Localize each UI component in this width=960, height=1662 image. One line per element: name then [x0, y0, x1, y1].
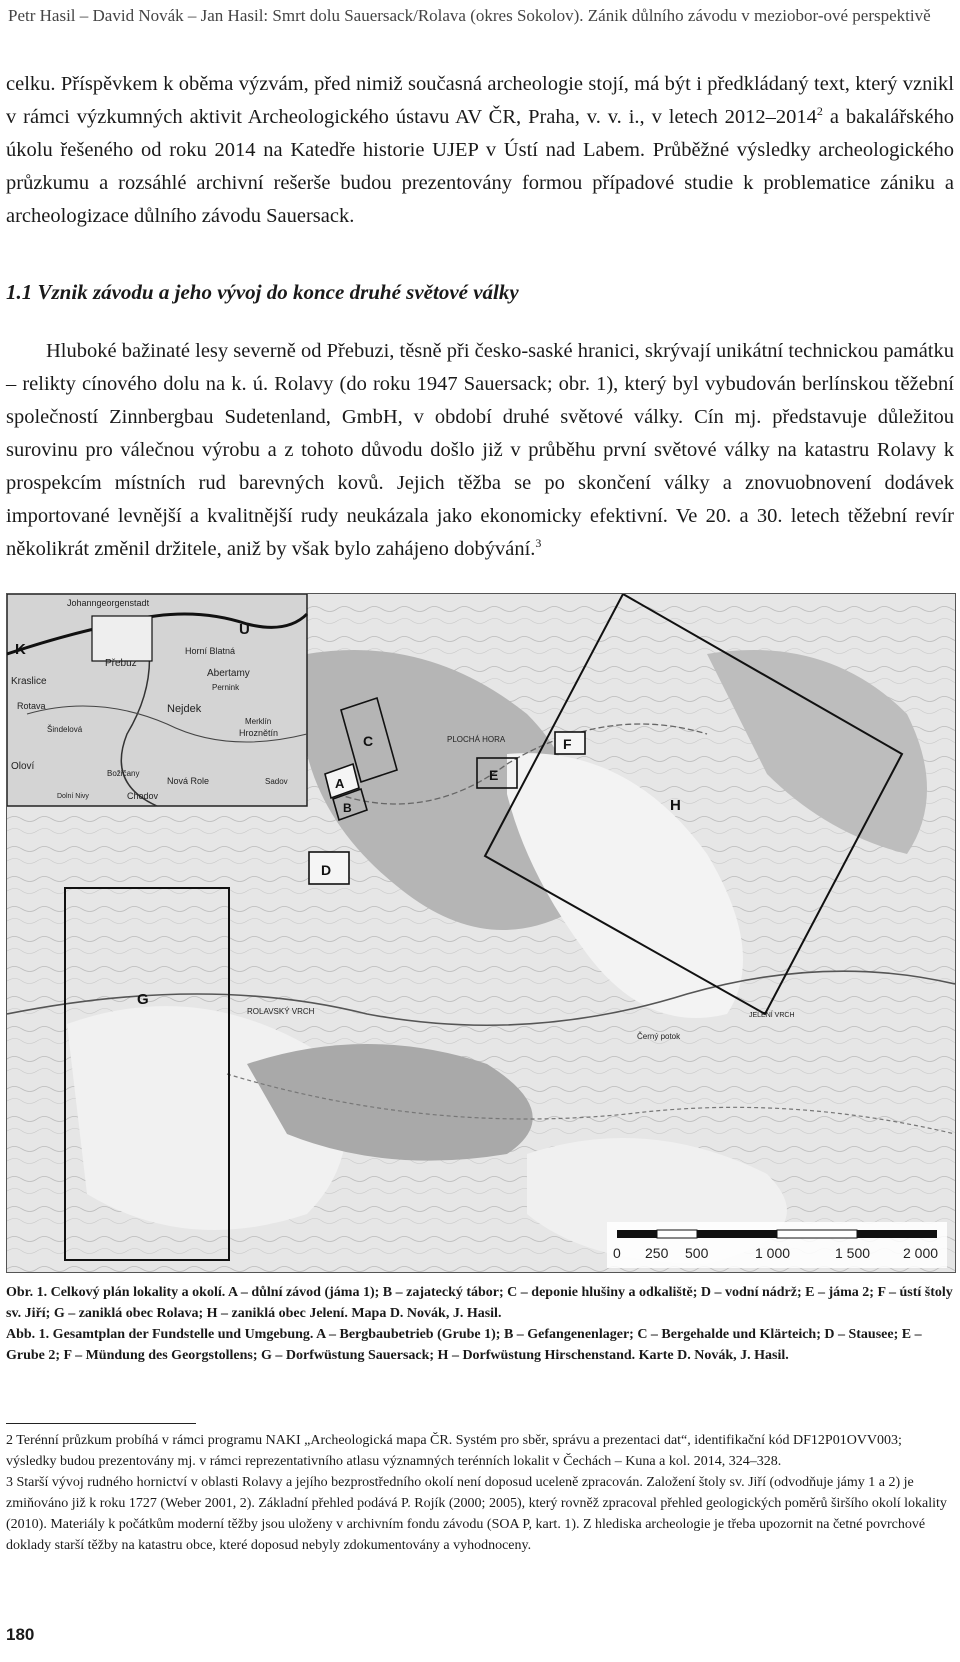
inset-place-pernink: Pernink: [212, 683, 240, 692]
inset-overview-map: [7, 594, 307, 806]
label-rolavsky-vrch: ROLAVSKÝ VRCH: [247, 1007, 315, 1016]
scale-label-1500: 1 500: [835, 1245, 871, 1261]
paragraph-history-text: Hluboké bažinaté lesy severně od Přebuzi, těsně při česko-saské hranici, skrývají unikátní technickou památku – relikty cínového dolu na k. ú. Rolavy (do roku 1947 Sauersack; obr. 1), který byl vybudován berlínskou těžební společností Zinnbergbau Sudetenland, GmbH, v období druhé světové války. Cín mj. představuje důležitou surovinu pro válečnou výrobu a z tohoto důvodu došlo již v průběhu první světové války na katastru Rolavy k prospekcím místních rud barevných kovů. Jejich těžba se po skončení války a znovuobnovení dodávek importované levnější a kvalitnější rudy neukázala jako ekonomicky efektivní. Ve 20. a 30. letech těžební revír několikrát změnil držitele, aniž by však bylo zahájeno dobývání.: [6, 340, 954, 560]
footnote-divider: [6, 1423, 196, 1424]
caption-german: Abb. 1. Gesamtplan der Fundstelle und Umgebung. A – Bergbaubetrieb (Grube 1); B – Gefangenenlager; C – Bergehalde und Klärteich; D – Stausee; E – Grube 2; F – Mündung des Georgstollens; G – Dorfwüstung Sauersack; H – Dorfwüstung Hirschenstand. Karte D. Novák, J. Hasil.: [6, 1327, 922, 1363]
scale-label-0: 0: [613, 1245, 621, 1261]
inset-place-merklin: Merklín: [245, 717, 272, 726]
footnote-3: 3 Starší vývoj rudného hornictví v oblasti Rolavy a jejího bezprostředního okolí není doposud uceleně zpracován. Založení štoly sv. Jiří (odvodňuje jámy 1 a 2) je zmiňováno již k roku 1727 (Weber 2001, 2). Základní přehled podává P. Rojík (2000; 2005), který rovněž zpracoval přehled geologických poměrů širšího okolí lokality (2010). Materiály k počátkům moderní těžby jsou uloženy v archivním fondu závodu (SOA P, kart. 1). Z hlediska archeologie je třeba upozornit na četné povrchové doklady starší těžby na katastru obce, které doposud nebyly zdokumentovány a vyhodnoceny.: [6, 1475, 947, 1553]
inset-place-prebuz: Přebuz: [105, 658, 137, 669]
footnote-2: 2 Terénní průzkum probíhá v rámci programu NAKI „Archeologická mapa ČR. Systém pro sběr, správu a prezentaci dat“, identifikační kód DF12P01OVV003; výsledky budou prezentovány mj. v rámci reprezentativního atlasu významných terénních lokalit v Čechách – Kuna a kol. 2014, 324–328.: [6, 1433, 902, 1469]
footnote-ref-2[interactable]: 2: [816, 104, 823, 119]
site-map-svg: [7, 594, 955, 1272]
zone-a-label: A: [335, 776, 345, 791]
scale-label-2000: 2 000: [903, 1245, 939, 1261]
label-plocha-hora: PLOCHÁ HORA: [447, 735, 506, 744]
inset-place-chodov: Chodov: [127, 791, 159, 801]
site-map-figure: [6, 593, 956, 1273]
inset-place-johanngeorgenstadt: Johanngeorgenstadt: [67, 598, 150, 608]
map-scale-bar: [607, 1222, 947, 1268]
paragraph-intro-part1: celku. Příspěvkem k oběma výzvám, před nimiž současná archeologie stojí, má být i předkládaný text, který vznikl v rámci výzkumných aktivit Archeologického ústavu AV ČR, Praha, v. v. i., v letech 2012–2014: [6, 73, 954, 128]
zone-b-label: B: [343, 801, 352, 815]
inset-place-horni-blatna: Horní Blatná: [185, 646, 236, 656]
inset-letter-k: K: [15, 641, 26, 658]
inset-letter-u: U: [239, 621, 250, 638]
figure-caption: [6, 1282, 954, 1366]
scale-label-250: 250: [645, 1245, 669, 1261]
paragraph-intro-part2: a bakalářského úkolu řešeného od roku 2014 na Katedře historie UJEP v Ústí nad Labem. Průběžné výsledky archeologického průzkumu a rozsáhlé archivní rešerše budou prezentovány formou případové studie k problematice zániku a archeologizace důlního závodu Sauersack.: [6, 106, 954, 227]
label-jeleni-vrch: JELENÍ VRCH: [749, 1012, 795, 1019]
inset-place-nova-role: Nová Role: [167, 776, 210, 786]
zone-f-label: F: [563, 736, 572, 752]
inset-place-dolni-nivy: Dolní Nivy: [57, 793, 89, 800]
scale-label-500: 500: [685, 1245, 709, 1261]
inset-place-rotava: Rotava: [17, 701, 46, 711]
footnote-ref-3[interactable]: 3: [535, 536, 542, 551]
zone-e-label: E: [489, 767, 499, 783]
scale-label-1000: 1 000: [755, 1245, 791, 1261]
zone-d-label: D: [321, 862, 332, 878]
inset-place-bozicany: Božičany: [107, 769, 140, 778]
inset-place-kraslice: Kraslice: [11, 676, 47, 687]
footnotes: [6, 1430, 954, 1556]
inset-place-sadov: Sadov: [265, 777, 288, 786]
inset-place-nejdek: Nejdek: [167, 703, 202, 715]
zone-c-label: C: [363, 733, 374, 749]
zone-f-rectangle: [555, 732, 585, 754]
inset-place-olovi: Oloví: [11, 761, 35, 772]
inset-place-hroznetin: Hroznětín: [239, 728, 279, 738]
section-heading: 1.1 Vznik závodu a jeho vývoj do konce druhé světové války: [6, 280, 519, 304]
page-number: 180: [6, 1625, 35, 1644]
zone-d-rectangle: [309, 852, 349, 884]
paragraph-history: [6, 335, 954, 566]
zone-g-label: G: [137, 991, 149, 1008]
caption-czech: Obr. 1. Celkový plán lokality a okolí. A – důlní závod (jáma 1); B – zajatecký tábor; C – deponie hlušiny a odkaliště; D – vodní nádrž; E – jáma 2; F – ústí štoly sv. Jiří; G – zaniklá obec Rolava; H – zaniklá obec Jelení. Mapa D. Novák, J. Hasil.: [6, 1285, 953, 1321]
inset-place-sindelova: Šindelová: [47, 725, 83, 734]
running-header: Petr Hasil – David Novák – Jan Hasil: Smrt dolu Sauersack/Rolava (okres Sokolov). Zánik důlního závodu v meziobor-ové perspektivě: [8, 6, 931, 25]
zone-h-label: H: [670, 797, 681, 814]
inset-place-abertamy: Abertamy: [207, 668, 250, 679]
paragraph-intro: [6, 68, 954, 233]
label-cerny-potok: Černý potok: [637, 1032, 681, 1041]
